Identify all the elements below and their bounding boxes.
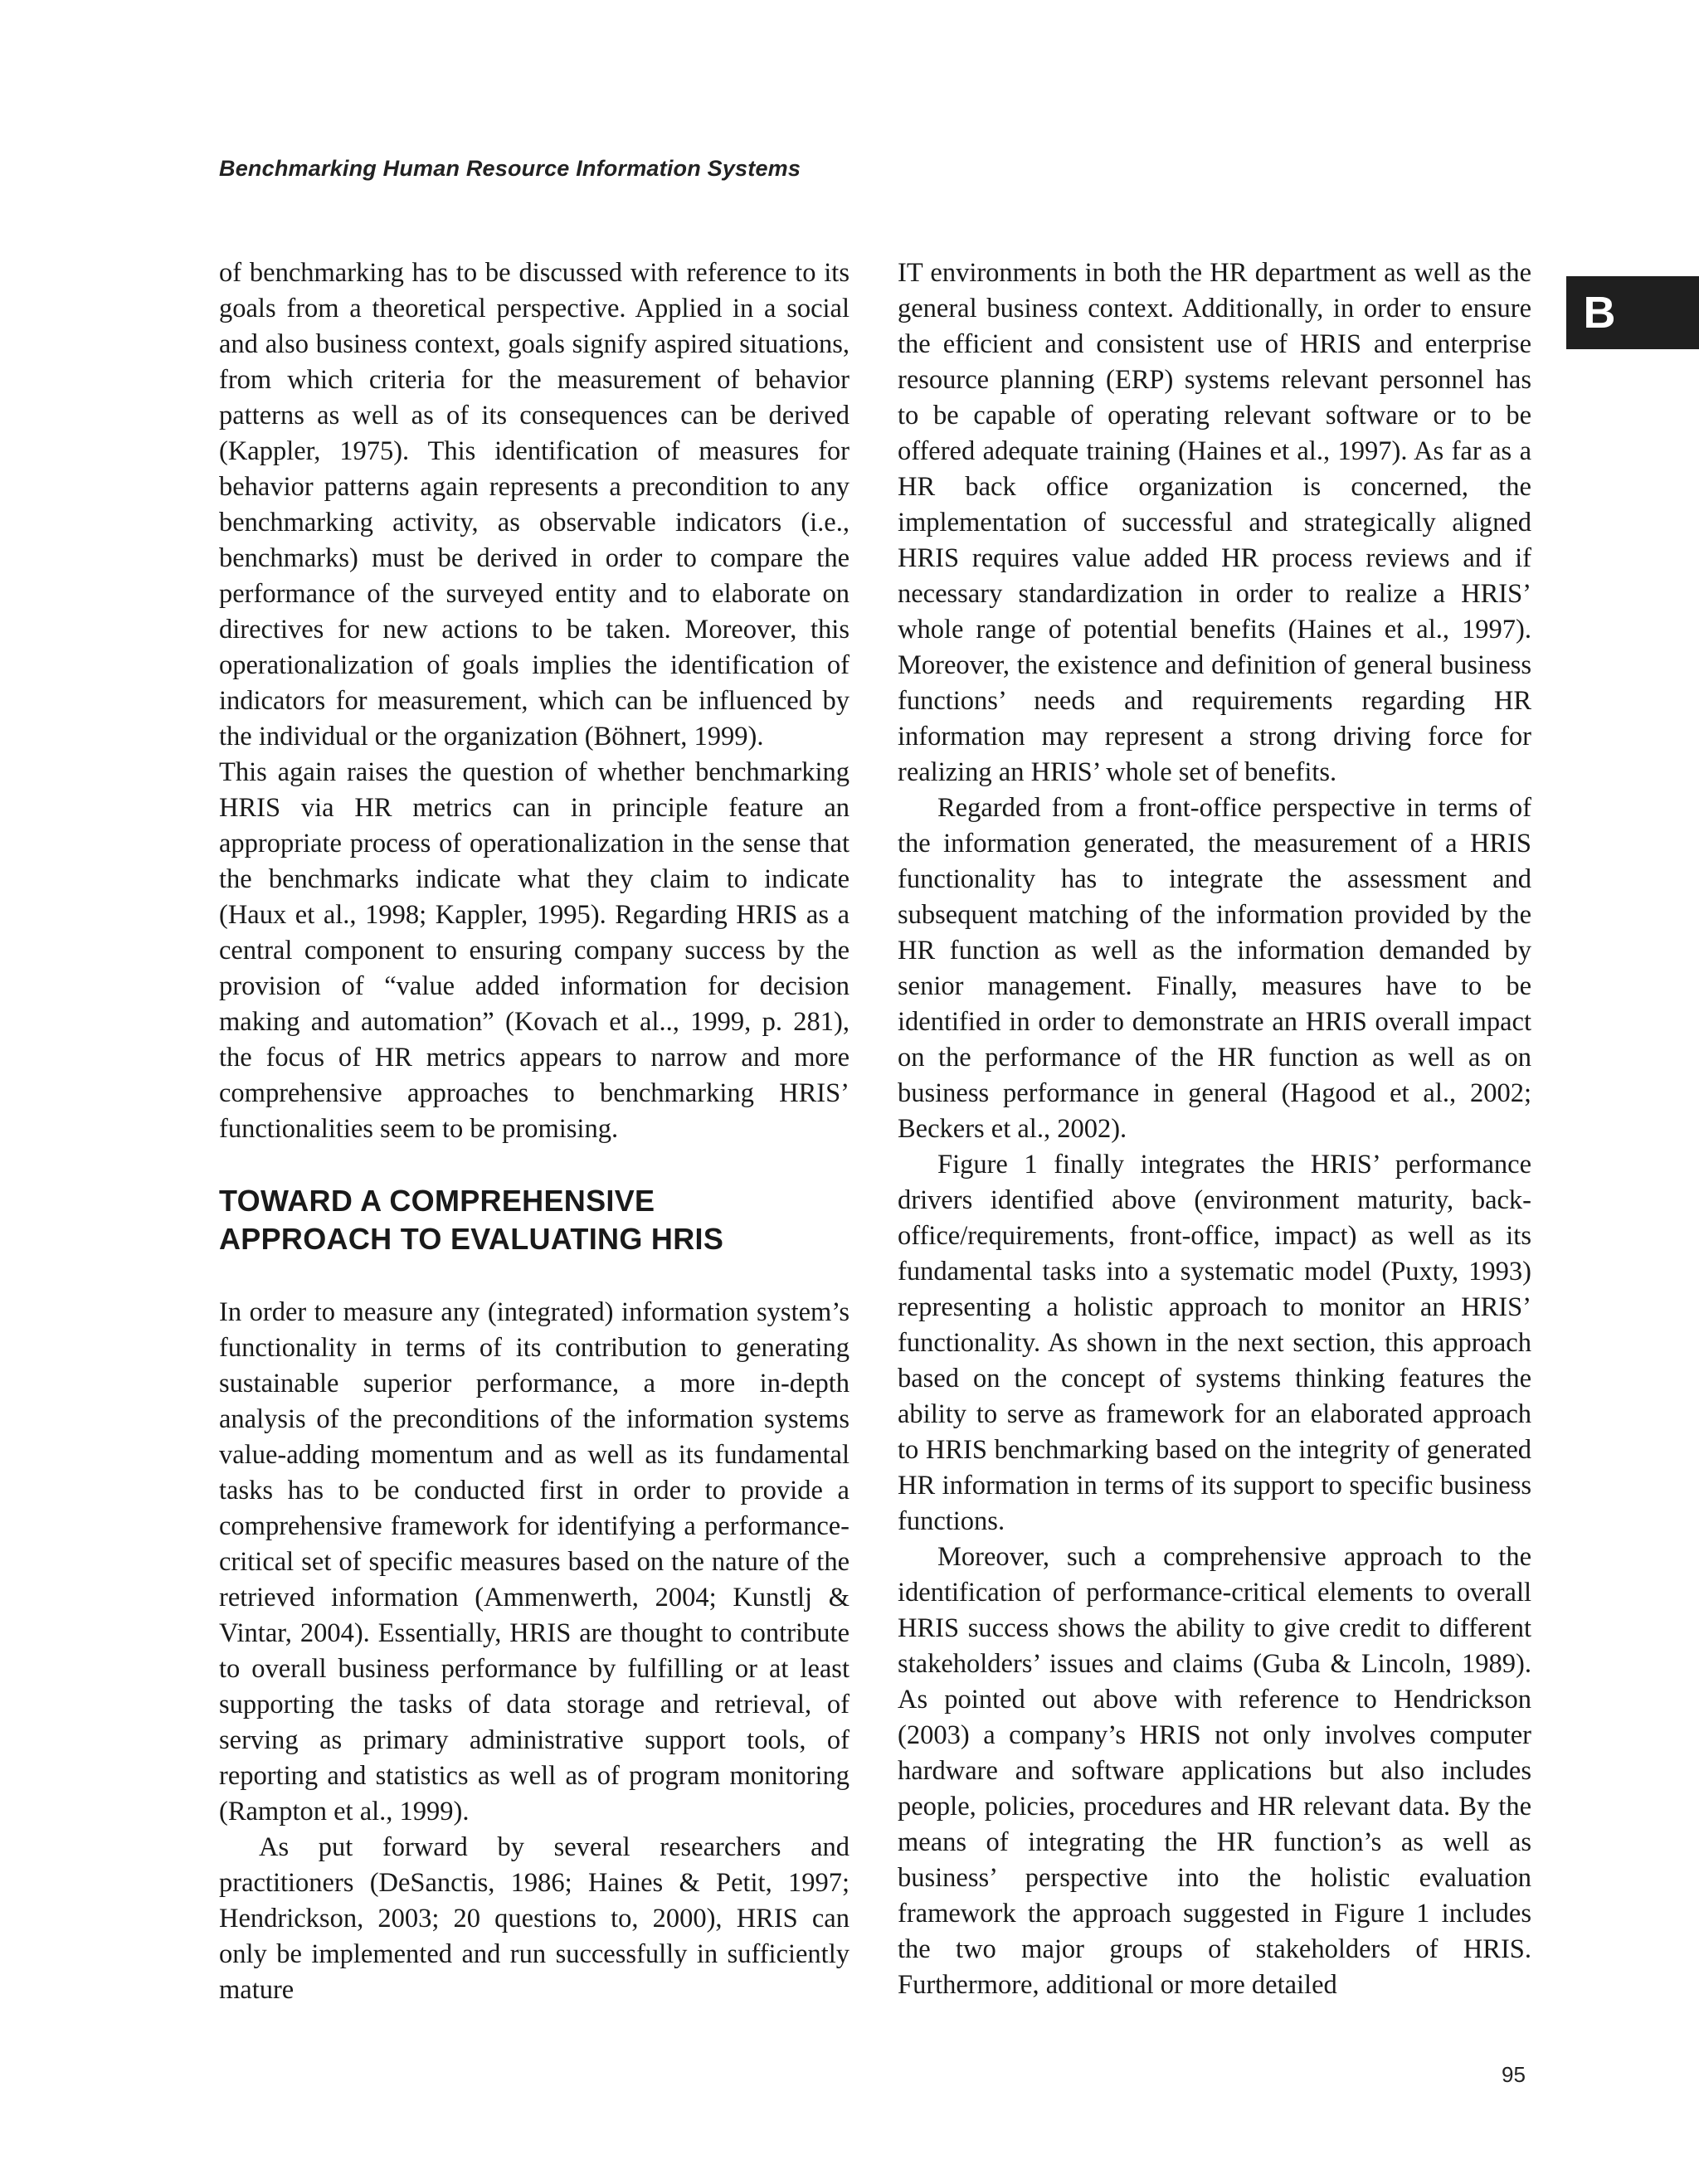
section-heading-line-2: APPROACH TO EVALUATING HRIS <box>219 1222 724 1256</box>
left-paragraph-1: of benchmarking has to be discussed with reference to its goals from a theoretical perspective. Applied in a social and also business context, goals signify aspired situations, from which criteria for the measurement of behavior patterns as well as of its consequences can be derived (Kappler, 1975). This identification of measures for behavior patterns again represents a precondition to any benchmarking activity, as observable indicators (i.e., benchmarks) must be derived in order to compare the performance of the surveyed entity and to elaborate on directives for new actions to be taken. Moreover, this operationalization of goals implies the identification of indicators for measurement, which can be influenced by the individual or the organization (Böhnert, 1999). <box>219 258 850 752</box>
right-column <box>898 255 1531 2003</box>
page-number: 95 <box>1502 2062 1526 2087</box>
section-tab <box>1566 276 1699 349</box>
left-column <box>219 255 850 2008</box>
running-header: Benchmarking Human Resource Information Systems <box>219 156 801 181</box>
right-paragraph-2: Regarded from a front-office perspective in terms of the information generated, the measurement of a HRIS functionality has to integrate the assessment and subsequent matching of the information provided by the HR function as well as the information demanded by senior management. Finally, measures have to be identified in order to demonstrate an HRIS overall impact on the performance of the HR function as well as on business performance in general (Hagood et al., 2002; Beckers et al., 2002). <box>898 793 1531 1144</box>
section-heading <box>219 1182 850 1258</box>
right-paragraph-1: IT environments in both the HR department as well as the general business context. Additionally, in order to ensure the efficient and consistent use of HRIS and enterprise resource planning (ERP) systems relevant personnel has to be capable of operating relevant software or to be offered adequate training (Haines et al., 1997). As far as a HR back office organization is concerned, the implementation of successful and strategically aligned HRIS requires value added HR process reviews and if necessary standardization in order to realize a HRIS’ whole range of potential benefits (Haines et al., 1997). Moreover, the existence and definition of general business functions’ needs and requirements regarding HR information may represent a strong driving force for realizing an HRIS’ whole set of benefits. <box>898 258 1531 787</box>
section-heading-line-1: TOWARD A COMPREHENSIVE <box>219 1184 655 1218</box>
right-paragraph-3: Figure 1 finally integrates the HRIS’ performance drivers identified above (environment maturity, back-office/requirements, front-office, impact) as well as its fundamental tasks into a systematic model (Puxty, 1993) representing a holistic approach to monitor an HRIS’ functionality. As shown in the next section, this approach based on the concept of systems thinking features the ability to serve as framework for an elaborated approach to HRIS benchmarking based on the integrity of generated HR information in terms of its support to specific business functions. <box>898 1150 1531 1536</box>
left-paragraph-2: This again raises the question of whether benchmarking HRIS via HR metrics can in principle feature an appropriate process of operationalization in the sense that the benchmarks indicate what they claim to indicate (Haux et al., 1998; Kappler, 1995). Regarding HRIS as a central component to ensuring company success by the provision of “value added information for decision making and automation” (Kovach et al.., 1999, p. 281), the focus of HR metrics appears to narrow and more comprehensive approaches to benchmarking HRIS’ functionalities seem to be promising. <box>219 757 850 1144</box>
right-paragraph-4: Moreover, such a comprehensive approach to the identification of performance-critical elements to overall HRIS success shows the ability to give credit to different stakeholders’ issues and claims (Guba & Lincoln, 1989). As pointed out above with reference to Hendrickson (2003) a company’s HRIS not only involves computer hardware and software applications but also includes people, policies, procedures and HR relevant data. By the means of integrating the HR function’s as well as business’ perspective into the holistic evaluation framework the approach suggested in Figure 1 includes the two major groups of stakeholders of HRIS. Furthermore, additional or more detailed <box>898 1542 1531 2000</box>
left-paragraph-4: As put forward by several researchers and practitioners (DeSanctis, 1986; Haines & Petit, 1997; Hendrickson, 2003; 20 questions to, 2000), HRIS can only be implemented and run successfully in sufficiently mature <box>219 1832 850 2005</box>
section-tab-letter: B <box>1583 288 1616 338</box>
left-paragraph-3: In order to measure any (integrated) information system’s functionality in terms of its contribution to generating sustainable superior performance, a more in-depth analysis of the preconditions of the information systems value-adding momentum and as well as its fundamental tasks has to be conducted first in order to provide a comprehensive framework for identifying a performance-critical set of specific measures based on the nature of the retrieved information (Ammenwerth, 2004; Kunstlj & Vintar, 2004). Essentially, HRIS are thought to contribute to overall business performance by fulfilling or at least supporting the tasks of data storage and retrieval, of serving as primary administrative support tools, of reporting and statistics as well as of program monitoring (Rampton et al., 1999). <box>219 1297 850 1826</box>
